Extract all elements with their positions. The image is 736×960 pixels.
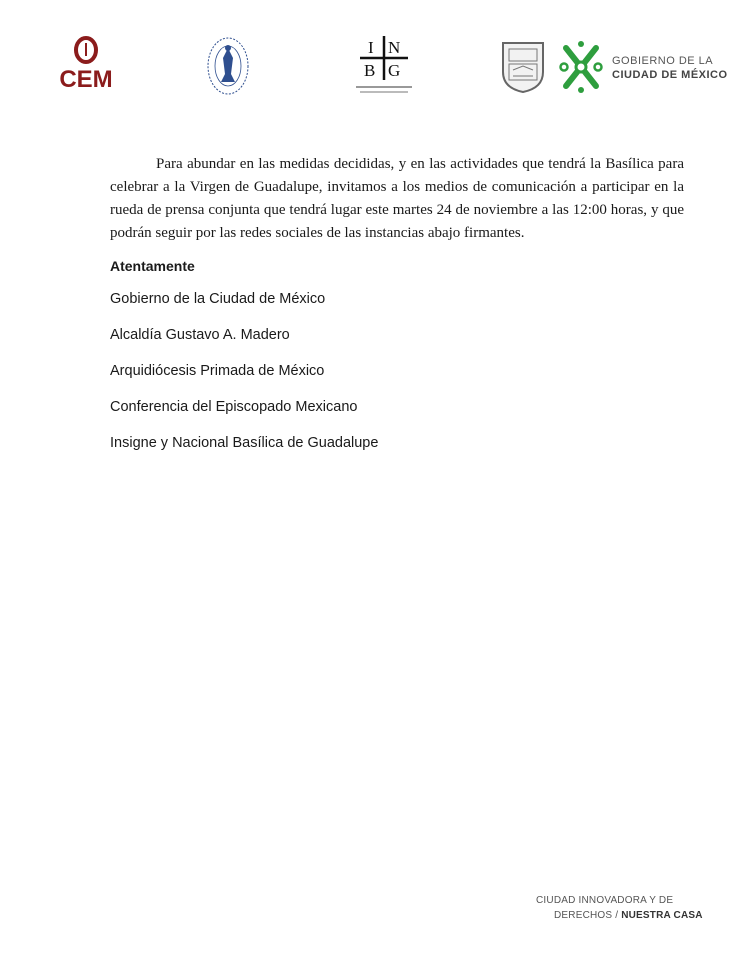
inbg-letter-n: N [388,38,401,57]
cdmx-wordmark [612,54,728,82]
cem-wordmark: CEM [59,66,113,93]
cdmx-emblem [556,38,606,96]
cem-emblem-icon [54,36,118,66]
footer-line2-prefix: DERECHOS / [554,910,622,921]
footer-line1: CIUDAD INNOVADORA Y DE [536,895,674,906]
closing-block [110,258,378,470]
inbg-letter-g: G [388,61,401,80]
arquidiocesis-seal-icon [205,34,251,98]
signatory-item: Arquidiócesis Primada de México [110,363,325,379]
shield-icon [500,40,546,94]
cdmx-wordmark-line2: CIUDAD DE MÉXICO [612,69,728,81]
gam-shield [500,40,546,94]
inbg-letter-b: B [364,61,376,80]
signatory-item: Conferencia del Episcopado Mexicano [110,399,358,415]
footer-line2 [536,908,703,923]
signatory-item: Gobierno de la Ciudad de México [110,291,326,307]
signatory-item: Insigne y Nacional Basílica de Guadalupe [110,435,379,451]
footer-line2-bold: NUESTRA CASA [621,910,703,921]
invitation-paragraph: Para abundar en las medidas decididas, y en las actividades que tendrá la Basílica para celebrar a la Virgen de Guadalupe, invitamos a los medios de comunicación a participar en la rueda de prensa conjunta que tendrá lugar este martes 24 de noviembre a las 12:00 horas, y que podrán seguir por las redes sociales de las instancias abajo firmantes. [110,156,684,241]
cem-logo [54,36,118,96]
inbg-letter-i: I [368,38,374,57]
cdmx-wordmark-line1: GOBIERNO DE LA [612,55,714,67]
cdmx-emblem-icon [556,38,606,96]
inbg-cross-icon [350,36,418,102]
footer-slogan [536,893,703,923]
logo-header [0,28,736,108]
inbg-logo [350,36,418,102]
closing-label: Atentamente [110,258,195,274]
arquidiocesis-seal [205,34,251,98]
signatory-item: Alcaldía Gustavo A. Madero [110,327,290,343]
